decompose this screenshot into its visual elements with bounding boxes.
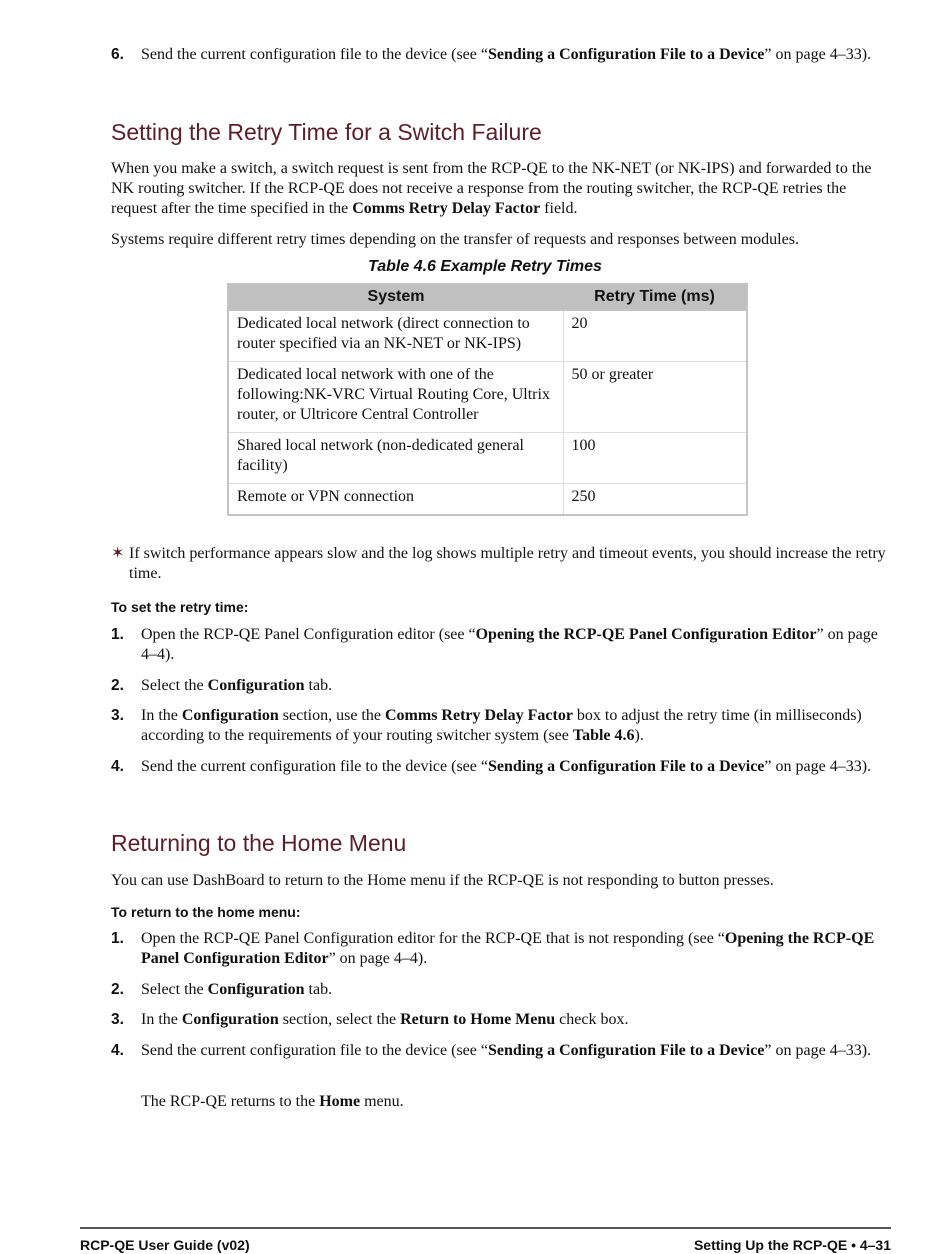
step-text: Send the current configuration file to the device (see “Sending a Configuration File to a Device” on page 4–33). [141,758,872,775]
procedure2-step-3 [111,1010,891,1030]
cross-reference: Sending a Configuration File to a Device [487,46,765,63]
table-cell: Shared local network (non-dedicated general facility) [229,433,563,484]
star-icon: ✶ [111,545,125,562]
section-heading-retry-time: Setting the Retry Time for a Switch Failure [111,119,542,145]
step-number: 3. [111,1011,124,1028]
column-header-system: System [229,285,563,310]
home-menu-intro-paragraph: You can use DashBoard to return to the Home menu if the RCP-QE is not responding to button presses. [111,872,774,889]
tip-text: If switch performance appears slow and the log shows multiple retry and timeout events, you should increase the retry time. [129,545,886,582]
step-number: 4. [111,1042,124,1059]
step-text: In the Configuration section, select the Return to Home Menu check box. [141,1011,629,1028]
procedure2-step-2 [111,980,891,1000]
procedure1-step-4 [111,757,891,777]
column-header-retry-time: Retry Time (ms) [563,285,746,310]
table-cell: 50 or greater [563,362,746,433]
procedure1-step-3 [111,706,891,746]
step-text: Open the RCP-QE Panel Configuration editor (see “Opening the RCP-QE Panel Configuration Editor” on page 4–4). [141,626,878,663]
step-number: 6. [111,46,124,63]
footer-guide-title: RCP-QE User Guide (v02) [80,1237,250,1253]
field-name: Comms Retry Delay Factor [352,200,541,217]
step-number: 2. [111,677,124,694]
procedure1-step-2 [111,676,891,696]
tip-note [111,544,891,584]
table-row [229,310,746,362]
step-number: 1. [111,930,124,947]
table-row [229,484,746,515]
table-cell: 100 [563,433,746,484]
step-text: Select the Configuration tab. [141,981,333,998]
retry-systems-paragraph: Systems require different retry times depending on the transfer of requests and responses between modules. [111,231,799,248]
step-text: Send the current configuration file to the device (see “Sending a Configuration File to a Device” on page 4–33). [141,46,872,63]
footer-divider [80,1227,891,1229]
section-heading-home-menu: Returning to the Home Menu [111,830,407,856]
table-row [229,362,746,433]
retry-intro-paragraph: When you make a switch, a switch request is sent from the RCP-QE to the NK-NET (or NK-IPS) and forwarded to the NK routing switcher. If the RCP-QE does not receive a response from the routing switcher, the RCP-QE retries the request after the time specified in the Comms Retry Delay Factor field. [111,160,872,217]
table-cell: 20 [563,310,746,362]
step-number: 1. [111,626,124,643]
table-caption: Table 4.6 Example Retry Times [368,258,602,275]
procedure2-step-1 [111,929,891,969]
table-cell: Remote or VPN connection [229,484,563,515]
step-number: 3. [111,707,124,724]
step-number: 2. [111,981,124,998]
step-text: In the Configuration section, use the Comms Retry Delay Factor box to adjust the retry time (in milliseconds) according to the requirements of your routing switcher system (see Table 4.6). [141,707,862,744]
procedure-title-return-home: To return to the home menu: [111,904,301,920]
table-cell: 250 [563,484,746,515]
procedure-result: The RCP-QE returns to the Home menu. [141,1093,404,1110]
table-cell: Dedicated local network (direct connection to router specified via an NK-NET or NK-IPS) [229,310,563,362]
procedure2-step-4 [111,1041,891,1061]
retry-times-table [227,283,748,516]
step-6-send-config [111,45,891,65]
step-text: Select the Configuration tab. [141,677,333,694]
step-text: Open the RCP-QE Panel Configuration editor for the RCP-QE that is not responding (see “Opening the RCP-QE Panel Configuration Editor” on page 4–4). [141,930,875,967]
procedure1-step-1 [111,625,891,665]
table-cell: Dedicated local network with one of the following:NK-VRC Virtual Routing Core, Ultrix router, or Ultricore Central Controller [229,362,563,433]
table-row [229,433,746,484]
step-text: Send the current configuration file to the device (see “Sending a Configuration File to a Device” on page 4–33). [141,1042,872,1059]
procedure-title-set-retry: To set the retry time: [111,599,249,615]
footer-page-number: Setting Up the RCP-QE • 4–31 [693,1237,891,1253]
step-number: 4. [111,758,124,775]
